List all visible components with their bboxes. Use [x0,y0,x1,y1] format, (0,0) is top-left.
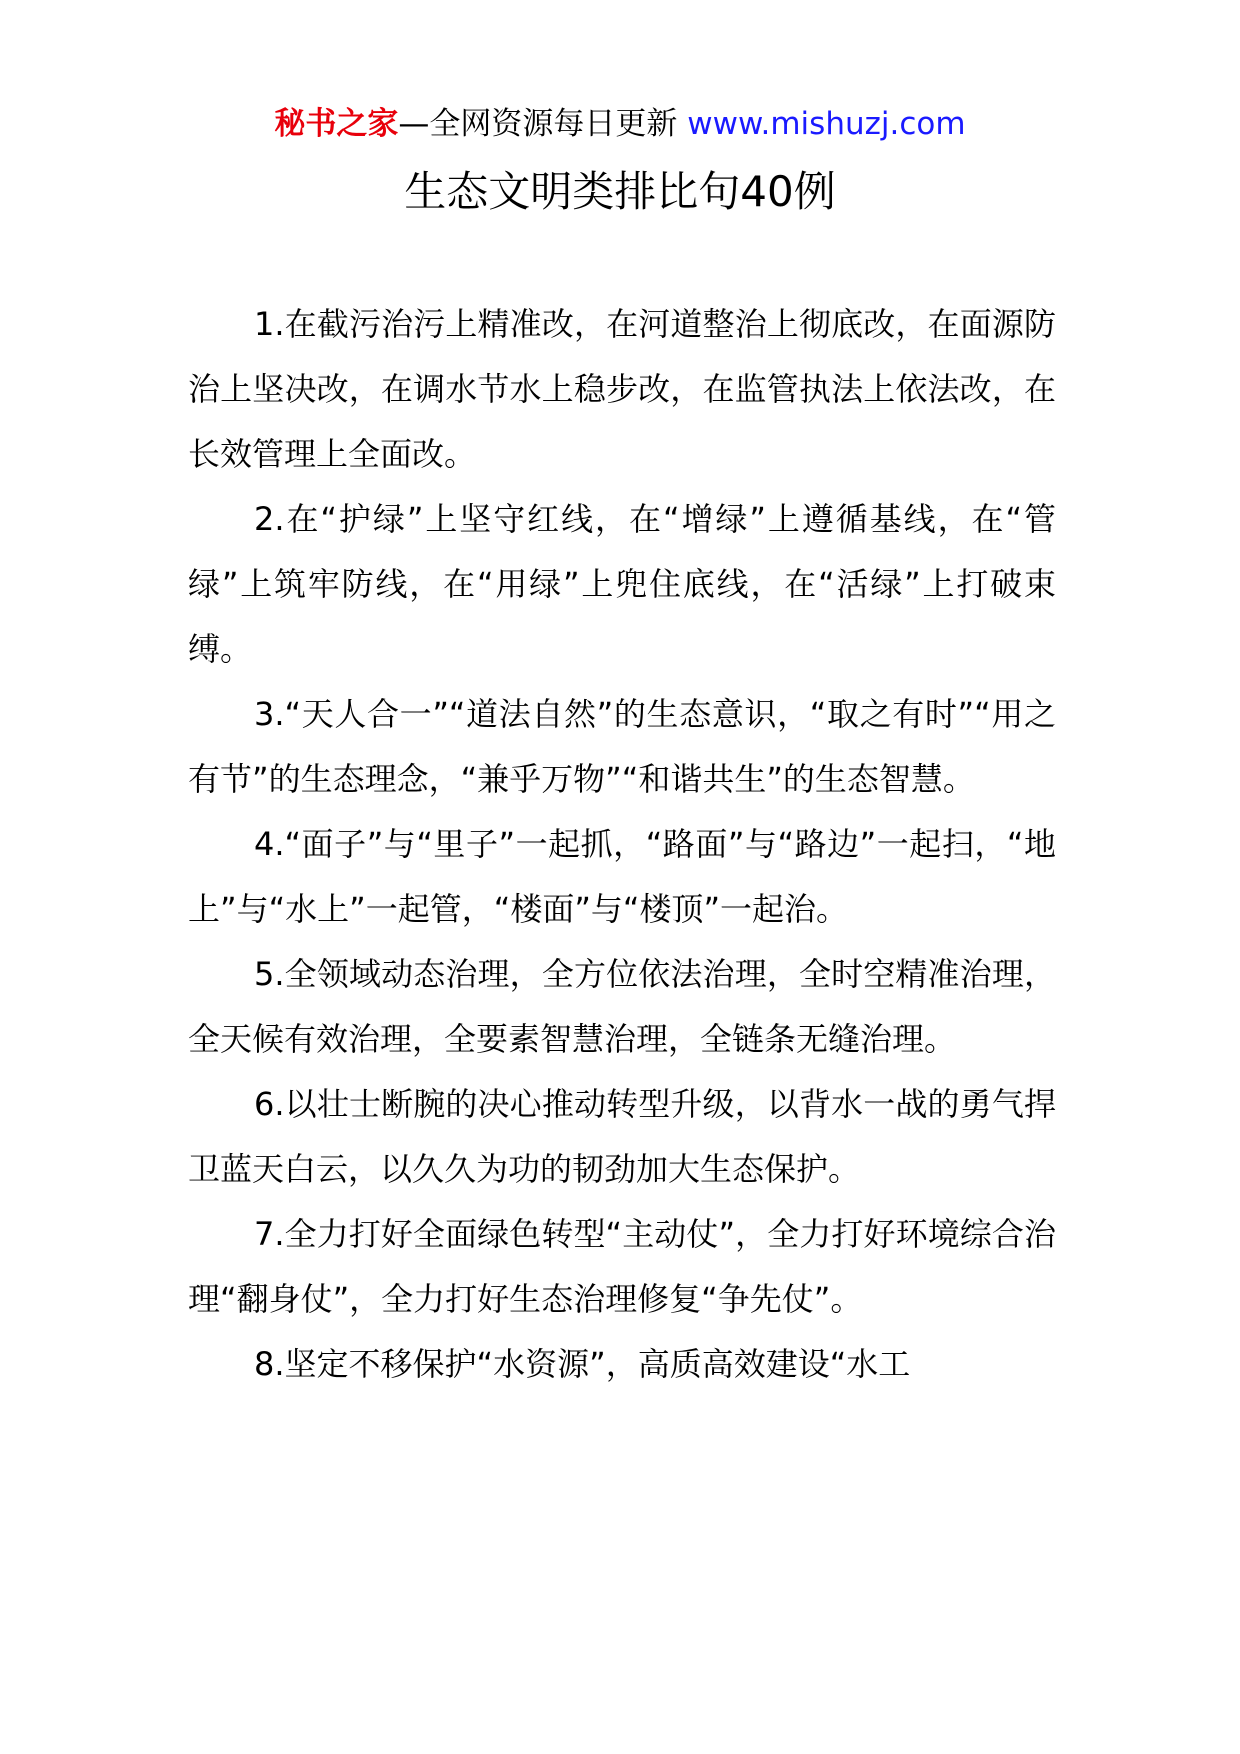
paragraph-6: 6.以壮士断腕的决心推动转型升级，以背水一战的勇气捍卫蓝天白云，以久久为功的韧劲加大生态保护。 [188,1085,1056,1188]
paragraph-2: 2.在“护绿”上坚守红线，在“增绿”上遵循基线，在“管绿”上筑牢防线，在“用绿”上兜住底线，在“活绿”上打破束缚。 [188,500,1056,668]
site-header [0,100,1240,148]
brand-name: 秘书之家 [274,106,399,142]
paragraph-1: 1.在截污治污上精准改，在河道整治上彻底改，在面源防治上坚决改，在调水节水上稳步改，在监管执法上依法改，在长效管理上全面改。 [188,305,1056,473]
paragraph-3: 3.“天人合一”“道法自然”的生态意识，“取之有时”“用之有节”的生态理念，“兼乎万物”“和谐共生”的生态智慧。 [188,695,1056,798]
paragraph-7: 7.全力打好全面绿色转型“主动仗”，全力打好环境综合治理“翻身仗”，全力打好生态治理修复“争先仗”。 [188,1215,1056,1318]
paragraph-4: 4.“面子”与“里子”一起抓，“路面”与“路边”一起扫，“地上”与“水上”一起管，“楼面”与“楼顶”一起治。 [188,825,1056,928]
document-body [188,292,1056,1397]
site-url-link[interactable]: www.mishuzj.com [687,106,966,142]
header-slogan: —全网资源每日更新 [398,106,678,142]
document-title: 生态文明类排比句40例 [404,167,836,216]
paragraph-8: 8.坚定不移保护“水资源”，高质高效建设“水工 [254,1345,911,1383]
paragraph-5: 5.全领域动态治理，全方位依法治理，全时空精准治理，全天候有效治理，全要素智慧治理，全链条无缝治理。 [188,955,1056,1058]
